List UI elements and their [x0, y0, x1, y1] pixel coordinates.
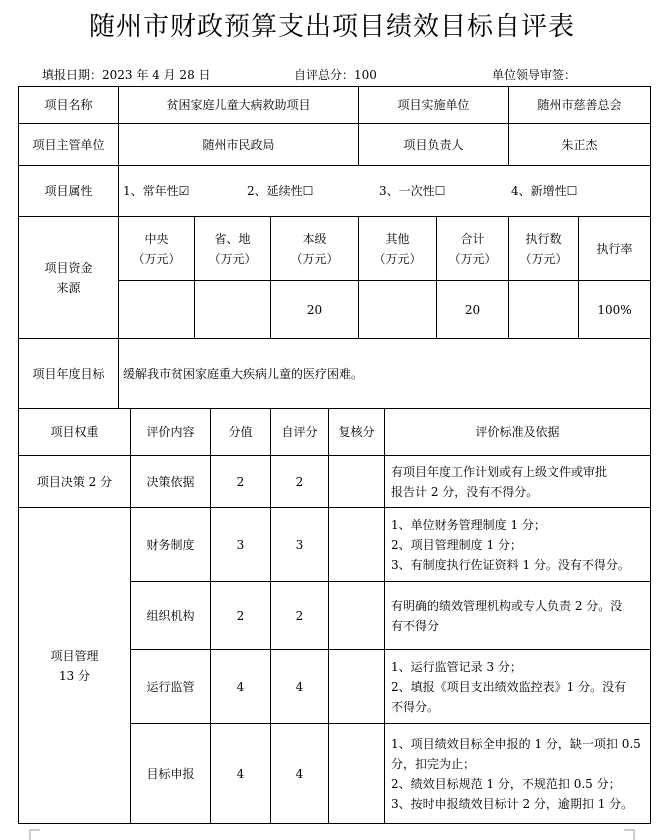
eval-score: 4 — [211, 724, 271, 824]
supervisor-label: 项目主管单位 — [19, 124, 119, 166]
eval-self-score: 4 — [271, 650, 329, 724]
eval-self-score: 3 — [271, 508, 329, 582]
eval-header-weight: 项目权重 — [19, 409, 131, 456]
eval-criteria: 有项目年度工作计划或有上级文件或审批 报告计 2 分，没有不得分。 — [385, 456, 651, 508]
funds-header-province: 省、地 （万元） — [195, 217, 271, 281]
funds-header-rate: 执行率 — [579, 217, 651, 281]
eval-content: 财务制度 — [131, 508, 211, 582]
impl-unit-label: 项目实施单位 — [359, 87, 509, 124]
leader-sign: 单位领导审签： — [492, 68, 577, 82]
funds-label: 项目资金 来源 — [19, 217, 119, 339]
evaluation-table — [18, 408, 651, 824]
funds-value-executed — [509, 281, 579, 339]
project-name-label: 项目名称 — [19, 87, 119, 124]
eval-score: 2 — [211, 582, 271, 650]
funds-header-executed: 执行数 （万元） — [509, 217, 579, 281]
eval-review — [329, 582, 385, 650]
attr-new: 4、新增性☐ — [511, 184, 578, 198]
attr-label: 项目属性 — [19, 166, 119, 217]
eval-self-score: 2 — [271, 582, 329, 650]
eval-header-content: 评价内容 — [131, 409, 211, 456]
supervisor: 随州市民政局 — [119, 124, 359, 166]
impl-unit: 随州市慈善总会 — [509, 87, 651, 124]
annual-goal-text: 缓解我市贫困家庭重大疾病儿童的医疗困难。 — [119, 339, 651, 409]
funds-value-local: 20 — [271, 281, 359, 339]
eval-header-self-score: 自评分 — [271, 409, 329, 456]
funds-header-total: 合计 （万元） — [437, 217, 509, 281]
eval-score: 2 — [211, 456, 271, 508]
eval-content: 决策依据 — [131, 456, 211, 508]
eval-self-score: 2 — [271, 456, 329, 508]
eval-content: 运行监管 — [131, 650, 211, 724]
owner-label: 项目负责人 — [359, 124, 509, 166]
eval-self-score: 4 — [271, 724, 329, 824]
annual-goal-label: 项目年度目标 — [19, 339, 119, 409]
eval-review — [329, 724, 385, 824]
funds-header-other: 其他 （万元） — [359, 217, 437, 281]
funds-value-rate: 100% — [579, 281, 651, 339]
weight-management: 项目管理 13 分 — [19, 508, 131, 824]
attr-annual: 1、常年性☑ — [123, 184, 190, 198]
eval-header-criteria: 评价标准及依据 — [385, 409, 651, 456]
eval-criteria: 1、单位财务管理制度 1 分； 2、项目管理制度 1 分； 3、有制度执行佐证资料 1 分。没有不得分。 — [385, 508, 651, 582]
project-attributes — [119, 166, 651, 217]
eval-criteria: 1、运行监管记录 3 分； 2、填报《项目支出绩效监控表》1 分。没有 不得分。 — [385, 650, 651, 724]
funds-header-central: 中央 （万元） — [119, 217, 195, 281]
funds-value-province — [195, 281, 271, 339]
project-name: 贫困家庭儿童大病救助项目 — [119, 87, 359, 124]
eval-content: 组织机构 — [131, 582, 211, 650]
eval-content: 目标申报 — [131, 724, 211, 824]
funds-header-local: 本级 （万元） — [271, 217, 359, 281]
table-row — [19, 456, 651, 508]
funds-value-central — [119, 281, 195, 339]
weight-decision: 项目决策 2 分 — [19, 456, 131, 508]
eval-criteria: 有明确的绩效管理机构或专人负责 2 分。没 有不得分 — [385, 582, 651, 650]
eval-score: 3 — [211, 508, 271, 582]
funds-value-other — [359, 281, 437, 339]
eval-review — [329, 650, 385, 724]
project-info-table — [18, 86, 651, 409]
eval-review — [329, 456, 385, 508]
attr-onetime: 3、一次性☐ — [379, 184, 446, 198]
page-title: 随州市财政预算支出项目绩效目标自评表 — [88, 12, 575, 42]
eval-criteria: 1、项目绩效目标全申报的 1 分，缺一项扣 0.5 分，扣完为止； 2、绩效目标规范 1 分，不规范扣 0.5 分； 3、按时申报绩效目标计 2 分，逾期扣 1 分。 — [385, 724, 651, 824]
fill-date: 填报日期：2023 年 4 月 28 日 — [42, 68, 211, 82]
eval-score: 4 — [211, 650, 271, 724]
page-corner-marks — [0, 828, 664, 840]
total-score: 自评总分：100 — [294, 68, 377, 82]
eval-header-score: 分值 — [211, 409, 271, 456]
funds-value-total: 20 — [437, 281, 509, 339]
eval-header-review: 复核分 — [329, 409, 385, 456]
attr-continued: 2、延续性☐ — [247, 184, 314, 198]
table-row — [19, 508, 651, 582]
owner: 朱正杰 — [509, 124, 651, 166]
eval-review — [329, 508, 385, 582]
